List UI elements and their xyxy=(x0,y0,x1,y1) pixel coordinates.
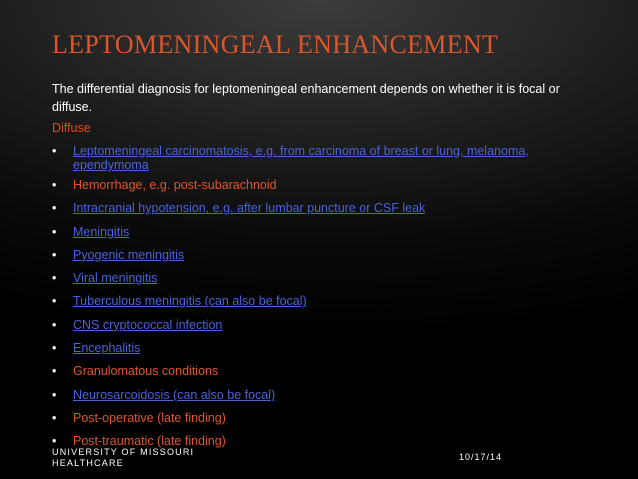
footer-date: 10/17/14 xyxy=(459,452,503,462)
bullet-icon: • xyxy=(52,201,57,216)
bullet-icon: • xyxy=(52,247,57,262)
list-item-link[interactable]: Viral meningitis xyxy=(73,271,158,286)
bullet-icon: • xyxy=(52,387,57,402)
list-item xyxy=(52,201,592,224)
section-label-diffuse: Diffuse xyxy=(52,121,91,135)
list-item xyxy=(52,294,592,317)
list-item-text: Hemorrhage, e.g. post-subarachnoid xyxy=(73,178,277,192)
list-item-link[interactable]: Leptomeningeal carcinomatosis, e.g. from carcinoma of breast or lung, melanoma, ependymoma xyxy=(73,144,529,172)
list-item xyxy=(52,364,592,387)
bullet-icon: • xyxy=(52,271,57,286)
list-item-text: Post-operative (late finding) xyxy=(73,410,226,425)
bullet-icon: • xyxy=(52,178,57,192)
list-item xyxy=(52,341,592,364)
footer-org-line1: UNIVERSITY OF MISSOURI xyxy=(52,447,195,457)
intro-paragraph: The differential diagnosis for leptomeningeal enhancement depends on whether it is focal or diffuse. xyxy=(52,82,560,114)
list-item-link[interactable]: Tuberculous meningitis (can also be focal) xyxy=(73,294,307,309)
bullet-icon: • xyxy=(52,224,57,239)
list-item-text: Granulomatous conditions xyxy=(73,364,219,379)
list-item-link[interactable]: CNS cryptococcal infection xyxy=(73,317,223,332)
list-item xyxy=(52,388,592,411)
bullet-icon: • xyxy=(52,144,57,158)
slide-title: LEPTOMENINGEAL ENHANCEMENT xyxy=(52,30,499,59)
list-item-text: Post-traumatic (late finding) xyxy=(73,434,226,449)
bullet-icon: • xyxy=(52,410,57,425)
list-item xyxy=(52,144,592,178)
bullet-icon: • xyxy=(52,294,57,309)
list-item-link[interactable]: Meningitis xyxy=(73,224,130,239)
list-item xyxy=(52,318,592,341)
bullet-icon: • xyxy=(52,317,57,332)
list-item xyxy=(52,271,592,294)
footer-org-line2: HEALTHCARE xyxy=(52,458,124,468)
list-item xyxy=(52,178,592,201)
bullet-icon: • xyxy=(52,341,57,356)
list-item xyxy=(52,225,592,248)
footer-organization xyxy=(52,447,194,469)
bullet-icon: • xyxy=(52,364,57,379)
list-item-link[interactable]: Neurosarcoidosis (can also be focal) xyxy=(73,387,276,402)
bullet-icon: • xyxy=(52,434,57,449)
differential-list xyxy=(52,144,592,458)
list-item xyxy=(52,411,592,434)
list-item xyxy=(52,248,592,271)
list-item-link[interactable]: Pyogenic meningitis xyxy=(73,247,185,262)
list-item-link[interactable]: Encephalitis xyxy=(73,341,141,356)
list-item-link[interactable]: Intracranial hypotension, e.g. after lumbar puncture or CSF leak xyxy=(73,201,426,216)
